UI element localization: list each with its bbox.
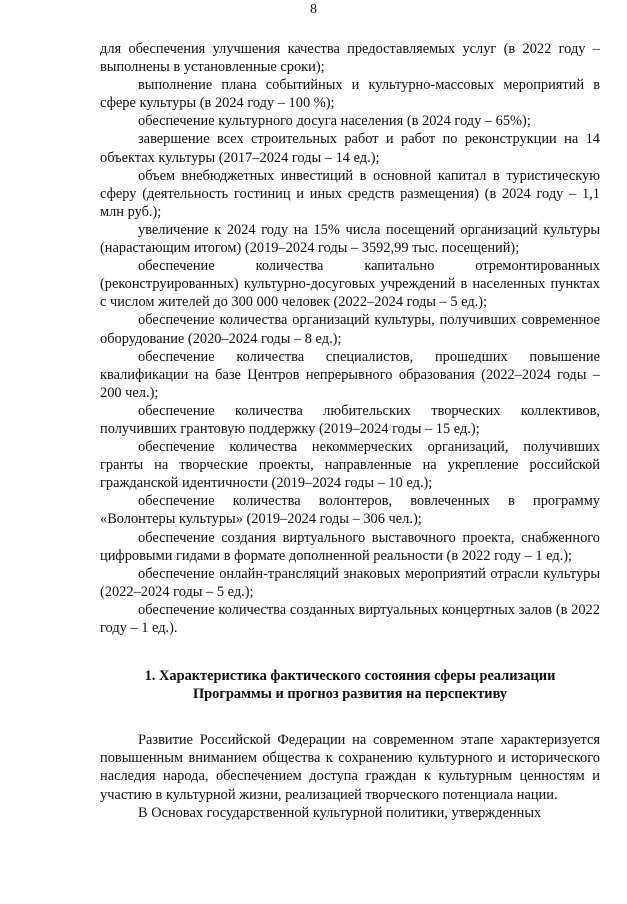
list-item: выполнение плана событийных и культурно-массовых мероприятий в сфере культуры (в 2024 году – 100 %); bbox=[100, 77, 600, 112]
list-item: объем внебюджетных инвестиций в основной капитал в туристическую сферу (деятельность гостиниц и иных средств размещения) (в 2024 году – 1,1 млн руб.); bbox=[100, 167, 600, 220]
document-body bbox=[100, 40, 600, 822]
list-item: обеспечение онлайн-трансляций знаковых мероприятий отрасли культуры (2022–2024 годы – 5 ед.); bbox=[100, 565, 600, 600]
body-paragraph: В Основах государственной культурной политики, утвержденных bbox=[138, 804, 542, 821]
section-heading-line-2: Программы и прогноз развития на перспективу bbox=[192, 686, 508, 703]
list-item: обеспечение количества некоммерческих организаций, получивших гранты на творческие проекты, направленные на укрепление российской гражданской идентичности (2019–2024 годы – 10 ед.); bbox=[100, 439, 600, 492]
list-item: обеспечение количества созданных виртуальных концертных залов (в 2022 году – 1 ед.). bbox=[100, 601, 600, 636]
section-heading-line-1: 1. Характеристика фактического состояния сферы реализации bbox=[144, 668, 556, 685]
list-item: обеспечение создания виртуального выставочного проекта, снабженного цифровыми гидами в формате дополненной реальности (в 2022 году – 1 ед.); bbox=[100, 529, 600, 564]
list-item: обеспечение количества специалистов, прошедших повышение квалификации на базе Центров непрерывного образования (2022–2024 годы – 200 чел.); bbox=[100, 348, 600, 401]
section-heading bbox=[100, 667, 600, 703]
page-number: 8 bbox=[310, 2, 317, 17]
list-item: обеспечение количества любительских творческих коллективов, получивших грантовую поддержку (2019–2024 годы – 15 ед.); bbox=[100, 402, 600, 437]
list-item: обеспечение количества капитально отремонтированных (реконструированных) культурно-досуговых учреждений в населенных пунктах с числом жителей до 300 000 человек (2022–2024 годы – 5 ед.); bbox=[100, 258, 600, 311]
body-paragraph: Развитие Российской Федерации на современном этапе характеризуется повышенным вниманием общества к сохранению культурного и исторического наследия народа, обеспечением доступа граждан к культурным ценностям и участию в культурной жизни, реализацией творческого потенциала нации. bbox=[100, 732, 600, 803]
list-item: завершение всех строительных работ и работ по реконструкции на 14 объектах культуры (2017–2024 годы – 14 ед.); bbox=[100, 131, 600, 166]
list-item: обеспечение количества организаций культуры, получивших современное оборудование (2020–2024 годы – 8 ед.); bbox=[100, 312, 600, 347]
list-item: для обеспечения улучшения качества предоставляемых услуг (в 2022 году – выполнены в установленные сроки); bbox=[100, 41, 600, 76]
list-item: увеличение к 2024 году на 15% числа посещений организаций культуры (нарастающим итогом) (2019–2024 годы – 3592,99 тыс. посещений); bbox=[100, 221, 600, 257]
list-item: обеспечение культурного досуга населения (в 2024 году – 65%); bbox=[138, 113, 531, 130]
list-item: обеспечение количества волонтеров, вовлеченных в программу «Волонтеры культуры» (2019–2024 годы – 306 чел.); bbox=[100, 493, 600, 528]
